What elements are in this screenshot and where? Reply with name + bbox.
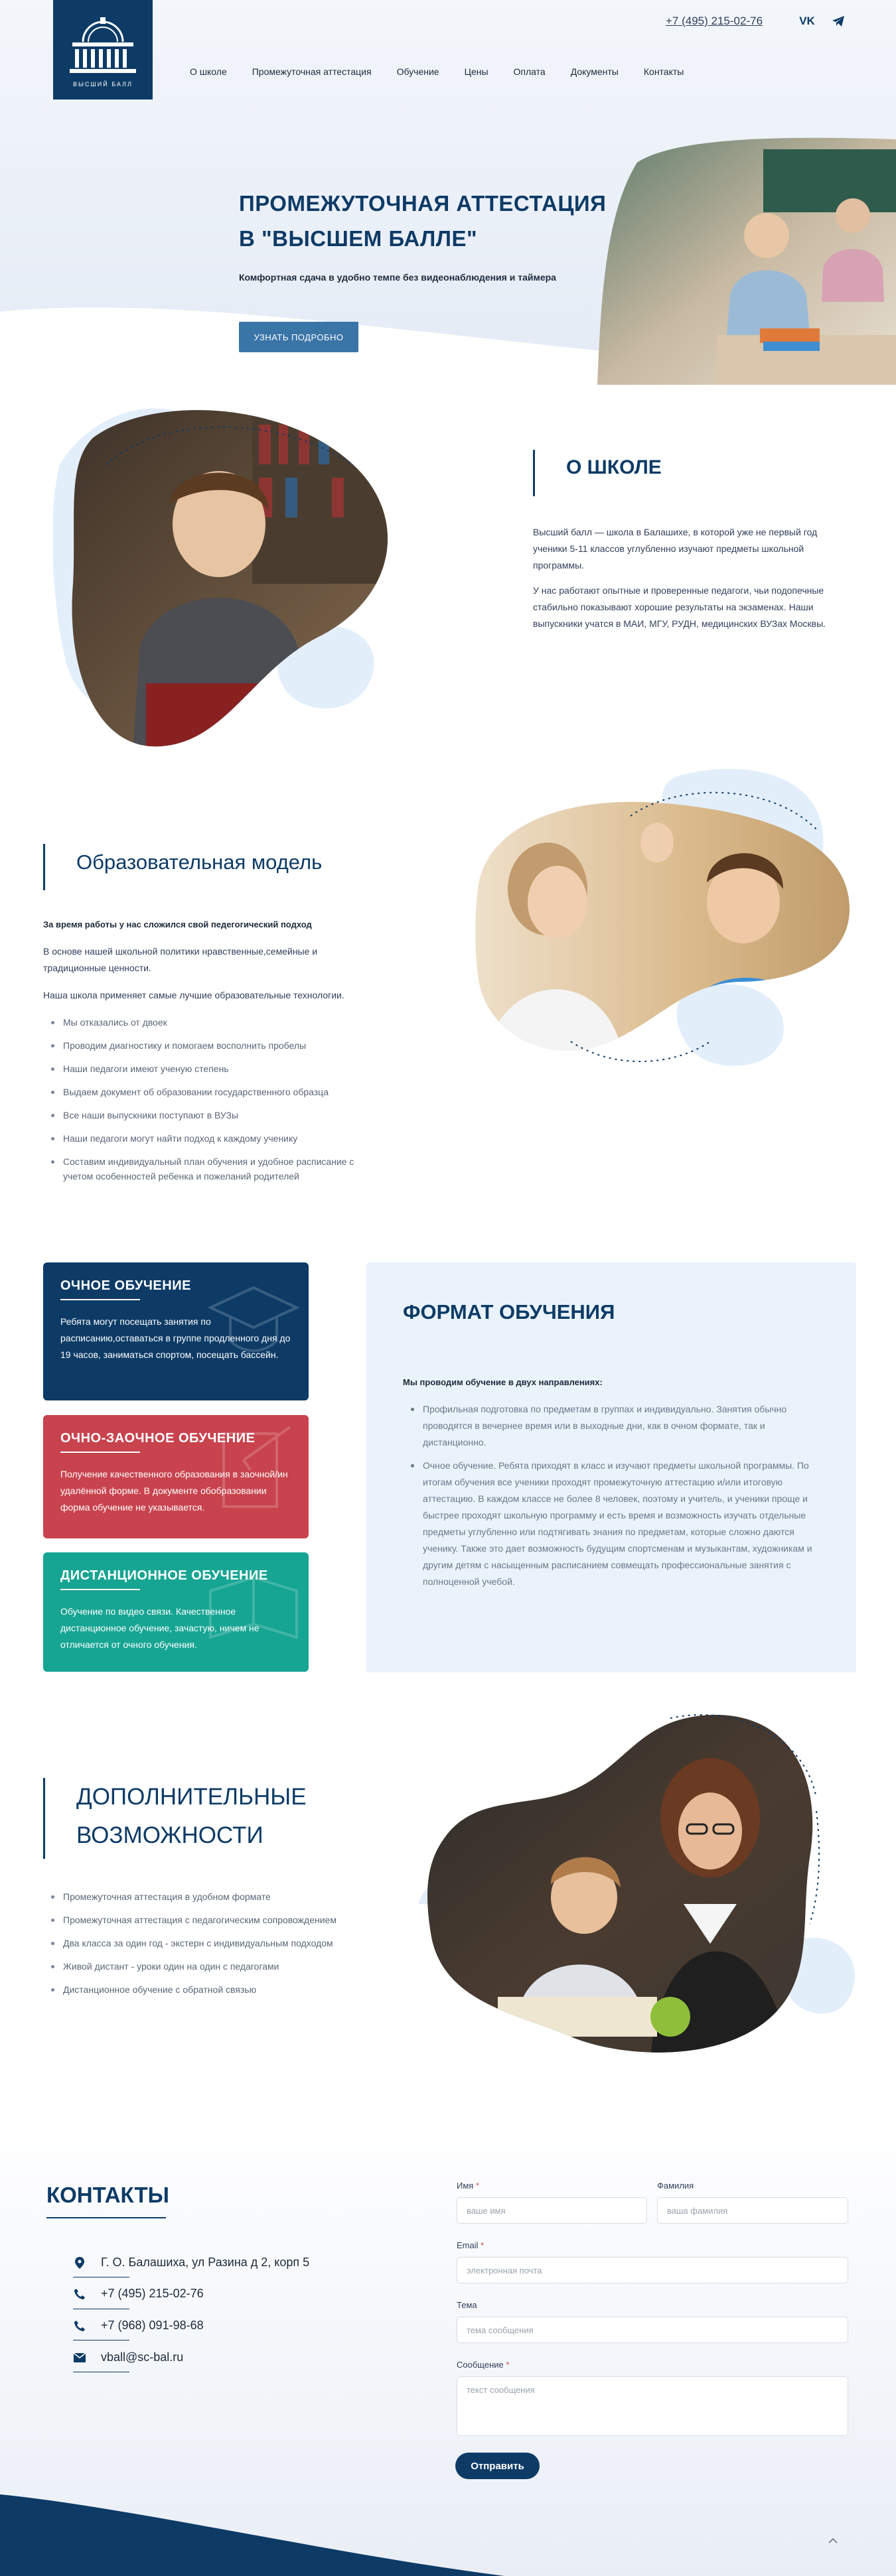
contact-address	[73, 2256, 309, 2270]
name-label: Имя *	[457, 2181, 480, 2191]
pencil-book-icon	[204, 1420, 303, 1520]
surname-input[interactable]: ваша фамилия	[657, 2197, 848, 2224]
email-text[interactable]: vball@sc-bal.ru	[101, 2350, 184, 2364]
model-paragraph-1: В основе нашей школьной политики нравственные,семейные и традиционные ценности.	[43, 946, 318, 973]
list-item: Выдаем документ об образовании государственного образца	[43, 1085, 375, 1099]
model-paragraph-2: Наша школа применяет самые лучшие образовательные технологии.	[43, 990, 344, 1000]
list-item: Дистанционное обучение с обратной связью	[43, 1982, 402, 1997]
card-full-time[interactable]	[43, 1262, 309, 1400]
model-title: Образовательная модель	[76, 850, 323, 874]
learn-more-button[interactable]: УЗНАТЬ ПОДРОБНО	[239, 322, 358, 352]
hero-subtitle: Комфортная сдача в удобно темпе без видеонаблюдения и таймера	[239, 272, 556, 283]
surname-label: Фамилия	[657, 2181, 694, 2191]
phone-2-text[interactable]: +7 (968) 091-98-68	[101, 2319, 204, 2332]
extra-photo	[418, 1705, 863, 2063]
envelope-icon	[73, 2351, 86, 2364]
about-paragraph-1: Высший балл — школа в Балашихе, в которой уже не первый год ученики 5-11 классов углубленно изучают предметы школьной программы.	[533, 527, 818, 571]
nav-item-documents[interactable]: Документы	[570, 66, 619, 77]
card-divider	[60, 1299, 140, 1300]
extra-title-line1: ДОПОЛНИТЕЛЬНЫЕ	[76, 1784, 307, 1810]
card-divider	[60, 1589, 140, 1590]
header-phone-link[interactable]: +7 (495) 215-02-76	[666, 15, 763, 27]
card-title: ОЧНОЕ ОБУЧЕНИЕ	[60, 1278, 191, 1293]
phone-icon	[73, 2287, 86, 2301]
list-item: Промежуточная аттестация в удобном формате	[43, 1889, 402, 1904]
list-item: Проводим диагностику и помогаем восполнить пробелы	[43, 1038, 375, 1053]
open-book-icon	[204, 1558, 303, 1657]
card-divider	[60, 1452, 140, 1453]
location-pin-icon	[73, 2256, 86, 2270]
message-label: Сообщение *	[457, 2360, 510, 2370]
extra-title-bar	[43, 1778, 45, 1859]
card-distance[interactable]	[43, 1552, 309, 1672]
hero-title-line2: В "ВЫСШЕМ БАЛЛЕ"	[239, 226, 478, 251]
contact-email[interactable]	[73, 2350, 183, 2364]
list-item: Составим индивидуальный план обучения и удобное расписание с учетом особенностей ребенка и пожеланий родителей	[43, 1154, 375, 1184]
hero-title	[239, 186, 611, 256]
logo-text: ВЫСШИЙ БАЛЛ	[73, 81, 133, 88]
scroll-top-icon[interactable]	[826, 2534, 840, 2547]
model-title-bar	[43, 844, 45, 890]
card-text: Обучение по видео связи. Качественное дистанционное обучение, зачастую, ничем не отличается от очного обучения.	[60, 1606, 260, 1650]
about-photo	[53, 385, 438, 756]
list-item: Два класса за один год - экстерн с индивидуальным подходом	[43, 1936, 402, 1950]
phone-1-text[interactable]: +7 (495) 215-02-76	[101, 2287, 204, 2300]
model-list	[43, 1015, 375, 1192]
contact-phone-2[interactable]	[73, 2319, 204, 2333]
format-title: ФОРМАТ ОБУЧЕНИЯ	[403, 1300, 615, 1323]
email-label: Email *	[457, 2240, 485, 2250]
nav-item-contacts[interactable]: Контакты	[643, 66, 684, 77]
nav-item-education[interactable]: Обучение	[396, 66, 439, 77]
contact-phone-1[interactable]	[73, 2287, 204, 2301]
list-item: Мы отказались от двоек	[43, 1015, 375, 1030]
nav-item-about[interactable]: О школе	[190, 66, 227, 77]
graduation-cap-icon	[204, 1268, 303, 1367]
list-item: Наши педагоги могут найти подход к каждому ученику	[43, 1131, 375, 1146]
nav-item-prices[interactable]: Цены	[464, 66, 488, 77]
hero-classroom-photo	[597, 136, 896, 385]
extra-list	[43, 1889, 402, 2005]
name-input[interactable]: ваше имя	[457, 2197, 647, 2224]
model-photo	[458, 756, 856, 1081]
contacts-title: КОНТАКТЫ	[46, 2183, 169, 2207]
card-title: ДИСТАНЦИОННОЕ ОБУЧЕНИЕ	[60, 1568, 268, 1583]
card-text: Ребята могут посещать занятия по расписанию,оставаться в группе продленного дня до 19 часов, заниматься спортом, посещать бассейн.	[60, 1316, 291, 1360]
list-item: Живой дистант - уроки один на один с педагогами	[43, 1959, 402, 1974]
extra-title-line2: ВОЗМОЖНОСТИ	[76, 1822, 263, 1848]
extra-title	[76, 1778, 307, 1855]
list-item: Профильная подготовка по предметам в группах и индивидуально. Занятия обычно проводятся в вечернее время или в выходные дни, как в очном формате, так и дистанционно.	[403, 1401, 821, 1451]
about-title: О ШКОЛЕ	[566, 456, 662, 478]
subject-label: Тема	[457, 2300, 477, 2310]
format-list	[403, 1401, 821, 1597]
email-input[interactable]: электронная почта	[457, 2257, 848, 2283]
send-button[interactable]: Отправить	[455, 2453, 540, 2479]
card-part-time[interactable]	[43, 1415, 309, 1538]
card-title: ОЧНО-ЗАОЧНОЕ ОБУЧЕНИЕ	[60, 1431, 256, 1446]
logo[interactable]	[53, 0, 153, 100]
card-text: Получение качественного образования в заочной/ин удалённой форме. В документе обобразовании форма обучение не указывается.	[60, 1469, 288, 1513]
phone-icon	[73, 2319, 86, 2333]
list-item: Очное обучение. Ребята приходят в класс и изучают предметы школьной программы. По итогам обучения все ученики проходят промежуточную аттестацию и/или итоговую аттестацию. В каждом классе не более 8 человек, поэтому и учитель, и ученики проще и быстрее проходят школьную программу и есть время и возможность изучать отдельные предметы углубленно или подтягивать знания по предметам, которые сложно даются ученику. Также это дает возможность будущим спортсменам и музыкантам, художникам и другим детям с насыщенным расписанием совмещать профессиональные занятия с полноценной учебой.	[403, 1457, 821, 1590]
about-paragraph-2: У нас работают опытные и проверенные педагоги, чьи подопечные стабильно показывают хорошие результаты на экзаменах. Наши выпускники учатся в МАИ, МГУ, РУДН, медицинских ВУЗах Москвы.	[533, 585, 826, 629]
list-item: Наши педагоги имеют ученую степень	[43, 1061, 375, 1076]
address-text: Г. О. Балашиха, ул Разина д 2, корп 5	[101, 2256, 310, 2269]
hero-title-line1: ПРОМЕЖУТОЧНАЯ АТТЕСТАЦИЯ	[239, 191, 607, 216]
list-item: Все наши выпускники поступают в ВУЗы	[43, 1108, 375, 1122]
list-item: Промежуточная аттестация с педагогическим сопровождением	[43, 1913, 402, 1927]
nav-item-payment[interactable]: Оплата	[513, 66, 546, 77]
model-lead: За время работы у нас сложился свой педегогический подход	[43, 919, 312, 929]
footer-wave	[0, 2481, 896, 2576]
main-nav	[181, 66, 693, 77]
subject-input[interactable]: тема сообщения	[457, 2317, 848, 2343]
about-title-bar	[533, 450, 535, 496]
telegram-icon[interactable]	[830, 13, 847, 29]
vk-icon[interactable]: VK	[799, 15, 815, 27]
nav-item-attestation[interactable]: Промежуточная аттестация	[252, 66, 372, 77]
school-building-icon	[63, 12, 143, 78]
contacts-title-underline	[46, 2217, 166, 2218]
format-lead: Мы проводим обучение в двух направлениях:	[403, 1377, 603, 1387]
message-textarea[interactable]: текст сообщения	[457, 2376, 848, 2436]
